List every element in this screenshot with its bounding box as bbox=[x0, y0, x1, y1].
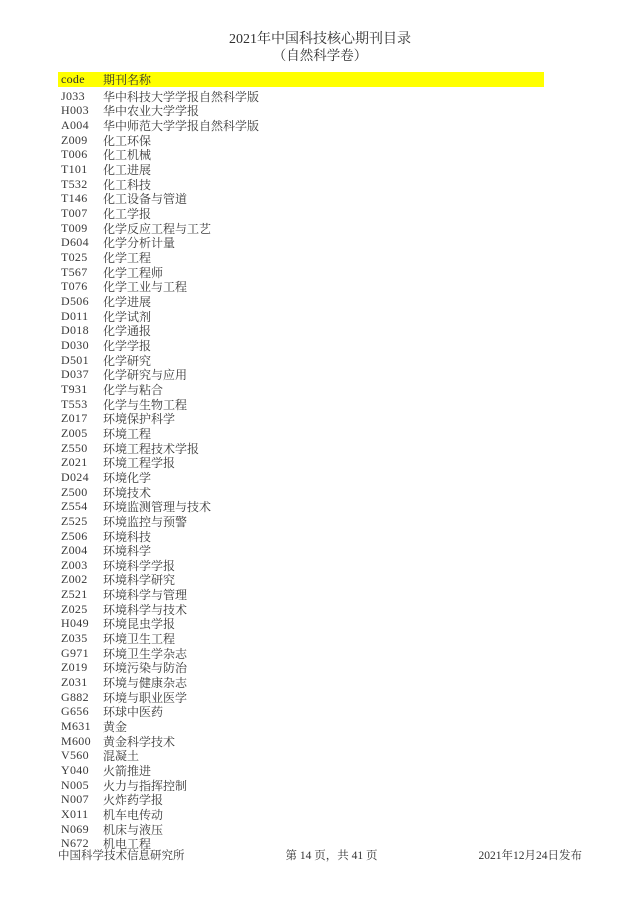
journal-code: T101 bbox=[61, 162, 88, 177]
table-row bbox=[58, 705, 544, 720]
journal-code: G656 bbox=[61, 704, 89, 719]
table-row bbox=[58, 558, 544, 573]
journal-name: 环境科学研究 bbox=[103, 573, 176, 588]
journal-name: 环境昆虫学报 bbox=[103, 617, 176, 632]
table-row bbox=[58, 250, 544, 265]
table-row bbox=[58, 426, 544, 441]
table-row bbox=[58, 455, 544, 470]
table-row bbox=[58, 778, 544, 793]
journal-code: H049 bbox=[61, 616, 89, 631]
journal-code: T146 bbox=[61, 191, 88, 206]
journal-code: H003 bbox=[61, 103, 89, 118]
journal-name: 火炸药学报 bbox=[103, 793, 164, 808]
journal-code: M631 bbox=[61, 719, 91, 734]
table-row bbox=[58, 104, 544, 119]
journal-code: T553 bbox=[61, 396, 88, 411]
journal-code: D506 bbox=[61, 294, 89, 309]
table-row bbox=[58, 192, 544, 207]
journal-code: Z554 bbox=[61, 499, 88, 514]
table-row bbox=[58, 236, 544, 251]
journal-code: G882 bbox=[61, 689, 89, 704]
journal-code: T009 bbox=[61, 220, 88, 235]
journal-name: 化学通报 bbox=[103, 324, 152, 339]
table-row bbox=[58, 763, 544, 778]
journal-code: N672 bbox=[61, 836, 89, 851]
table-row bbox=[58, 734, 544, 749]
journal-code: N005 bbox=[61, 777, 89, 792]
table-header-row bbox=[58, 72, 544, 87]
journal-code: M600 bbox=[61, 733, 91, 748]
journal-name: 化学反应工程与工艺 bbox=[103, 221, 212, 236]
journal-name: 环境卫生学杂志 bbox=[103, 646, 188, 661]
journal-name: 化学研究 bbox=[103, 353, 152, 368]
journal-code: T567 bbox=[61, 264, 88, 279]
journal-name: 环境工程技术学报 bbox=[103, 441, 200, 456]
journal-name: 机车电传动 bbox=[103, 807, 164, 822]
table-row bbox=[58, 89, 544, 104]
journal-name: 化工科技 bbox=[103, 177, 152, 192]
table-row bbox=[58, 324, 544, 339]
footer-page-info: 第 14 页，共 41 页 bbox=[285, 850, 378, 862]
journal-name: 环境与健康杂志 bbox=[103, 676, 188, 691]
table-row bbox=[58, 499, 544, 514]
table-row bbox=[58, 573, 544, 588]
journal-code: Z019 bbox=[61, 660, 88, 675]
table-row bbox=[58, 294, 544, 309]
table-row bbox=[58, 148, 544, 163]
table-row bbox=[58, 382, 544, 397]
document-title bbox=[0, 32, 640, 64]
journal-name: 华中师范大学学报自然科学版 bbox=[103, 119, 260, 134]
journal-name: 环境科学与管理 bbox=[103, 588, 188, 603]
journal-code: Z025 bbox=[61, 601, 88, 616]
journal-name: 环境污染与防治 bbox=[103, 661, 188, 676]
journal-name: 环境科学与技术 bbox=[103, 602, 188, 617]
journal-name: 化学学报 bbox=[103, 338, 152, 353]
journal-code: V560 bbox=[61, 748, 89, 763]
journal-code: D024 bbox=[61, 469, 89, 484]
journal-name: 环境科学 bbox=[103, 544, 152, 559]
journal-name: 化学试剂 bbox=[103, 309, 152, 324]
journal-code: Z021 bbox=[61, 455, 88, 470]
journal-name: 环境科学学报 bbox=[103, 558, 176, 573]
table-row bbox=[58, 719, 544, 734]
journal-code: Z525 bbox=[61, 513, 88, 528]
journal-name: 环境工程 bbox=[103, 426, 152, 441]
title-line-2: （自然科学卷） bbox=[272, 48, 368, 63]
column-header-name: 期刊名称 bbox=[103, 73, 152, 87]
table-row bbox=[58, 265, 544, 280]
journal-name: 化学工程师 bbox=[103, 265, 164, 280]
journal-name: 环境监控与预警 bbox=[103, 514, 188, 529]
journal-name: 混凝土 bbox=[103, 749, 140, 764]
journal-code: Z506 bbox=[61, 528, 88, 543]
journal-code: A004 bbox=[61, 118, 89, 133]
journal-name: 化学研究与应用 bbox=[103, 368, 188, 383]
table-row bbox=[58, 441, 544, 456]
journal-code: Z005 bbox=[61, 425, 88, 440]
table-row bbox=[58, 543, 544, 558]
journal-table bbox=[58, 72, 544, 851]
page-footer bbox=[58, 847, 582, 863]
table-row bbox=[58, 514, 544, 529]
journal-code: Z035 bbox=[61, 631, 88, 646]
table-row bbox=[58, 118, 544, 133]
table-row bbox=[58, 661, 544, 676]
table-row bbox=[58, 602, 544, 617]
journal-name: 化工学报 bbox=[103, 207, 152, 222]
table-body bbox=[58, 89, 544, 851]
journal-name: 环境与职业医学 bbox=[103, 690, 188, 705]
journal-name: 环境工程学报 bbox=[103, 456, 176, 471]
journal-name: 化工进展 bbox=[103, 163, 152, 178]
table-row bbox=[58, 807, 544, 822]
table-row bbox=[58, 690, 544, 705]
journal-code: Z002 bbox=[61, 572, 88, 587]
journal-code: Z550 bbox=[61, 440, 88, 455]
journal-code: T007 bbox=[61, 206, 88, 221]
journal-name: 环境监测管理与技术 bbox=[103, 500, 212, 515]
journal-code: Y040 bbox=[61, 763, 89, 778]
table-row bbox=[58, 309, 544, 324]
journal-code: D011 bbox=[61, 308, 89, 323]
journal-name: 环境卫生工程 bbox=[103, 632, 176, 647]
journal-name: 黄金科学技术 bbox=[103, 734, 176, 749]
table-row bbox=[58, 587, 544, 602]
journal-code: D030 bbox=[61, 337, 89, 352]
table-row bbox=[58, 529, 544, 544]
journal-code: D018 bbox=[61, 323, 89, 338]
table-row bbox=[58, 646, 544, 661]
journal-name: 化工机械 bbox=[103, 148, 152, 163]
journal-name: 机电工程 bbox=[103, 837, 152, 852]
table-row bbox=[58, 411, 544, 426]
journal-code: T006 bbox=[61, 147, 88, 162]
journal-name: 环球中医药 bbox=[103, 705, 164, 720]
journal-code: T025 bbox=[61, 250, 88, 265]
journal-name: 化学与粘合 bbox=[103, 382, 164, 397]
table-row bbox=[58, 631, 544, 646]
journal-name: 化工设备与管道 bbox=[103, 192, 188, 207]
journal-code: D501 bbox=[61, 352, 89, 367]
journal-code: Z017 bbox=[61, 411, 88, 426]
table-row bbox=[58, 206, 544, 221]
journal-name: 环境科技 bbox=[103, 529, 152, 544]
table-row bbox=[58, 749, 544, 764]
journal-name: 化学工程 bbox=[103, 251, 152, 266]
journal-name: 化学进展 bbox=[103, 295, 152, 310]
journal-code: T931 bbox=[61, 381, 88, 396]
table-row bbox=[58, 675, 544, 690]
journal-code: J033 bbox=[61, 88, 85, 103]
journal-code: Z003 bbox=[61, 557, 88, 572]
journal-name: 机床与液压 bbox=[103, 822, 164, 837]
journal-name: 环境保护科学 bbox=[103, 412, 176, 427]
table-row bbox=[58, 485, 544, 500]
journal-code: T076 bbox=[61, 279, 88, 294]
journal-name: 化学分析计量 bbox=[103, 236, 176, 251]
table-row bbox=[58, 353, 544, 368]
journal-code: T532 bbox=[61, 176, 88, 191]
journal-name: 化学与生物工程 bbox=[103, 397, 188, 412]
journal-name: 环境技术 bbox=[103, 485, 152, 500]
table-row bbox=[58, 280, 544, 295]
table-row bbox=[58, 822, 544, 837]
journal-code: X011 bbox=[61, 806, 89, 821]
table-row bbox=[58, 470, 544, 485]
journal-code: Z500 bbox=[61, 484, 88, 499]
column-header-code: code bbox=[61, 72, 85, 86]
journal-name: 火力与指挥控制 bbox=[103, 778, 188, 793]
journal-code: Z521 bbox=[61, 587, 88, 602]
table-row bbox=[58, 617, 544, 632]
journal-code: Z004 bbox=[61, 543, 88, 558]
journal-code: G971 bbox=[61, 645, 89, 660]
table-row bbox=[58, 338, 544, 353]
journal-code: Z009 bbox=[61, 132, 88, 147]
journal-code: N069 bbox=[61, 821, 89, 836]
table-row bbox=[58, 367, 544, 382]
table-row bbox=[58, 397, 544, 412]
footer-publish-date: 2021年12月24日发布 bbox=[478, 850, 582, 862]
journal-name: 华中农业大学学报 bbox=[103, 104, 200, 119]
table-row bbox=[58, 793, 544, 808]
table-row bbox=[58, 133, 544, 148]
table-row bbox=[58, 177, 544, 192]
table-row bbox=[58, 221, 544, 236]
journal-name: 华中科技大学学报自然科学版 bbox=[103, 89, 260, 104]
journal-name: 环境化学 bbox=[103, 470, 152, 485]
title-line-1: 2021年中国科技核心期刊目录 bbox=[229, 32, 411, 47]
journal-code: Z031 bbox=[61, 675, 88, 690]
journal-code: D037 bbox=[61, 367, 89, 382]
journal-name: 黄金 bbox=[103, 720, 128, 735]
table-row bbox=[58, 162, 544, 177]
journal-name: 火箭推进 bbox=[103, 764, 152, 779]
journal-name: 化工环保 bbox=[103, 133, 152, 148]
journal-name: 化学工业与工程 bbox=[103, 280, 188, 295]
footer-organization: 中国科学技术信息研究所 bbox=[58, 850, 185, 862]
journal-code: N007 bbox=[61, 792, 89, 807]
journal-code: D604 bbox=[61, 235, 89, 250]
